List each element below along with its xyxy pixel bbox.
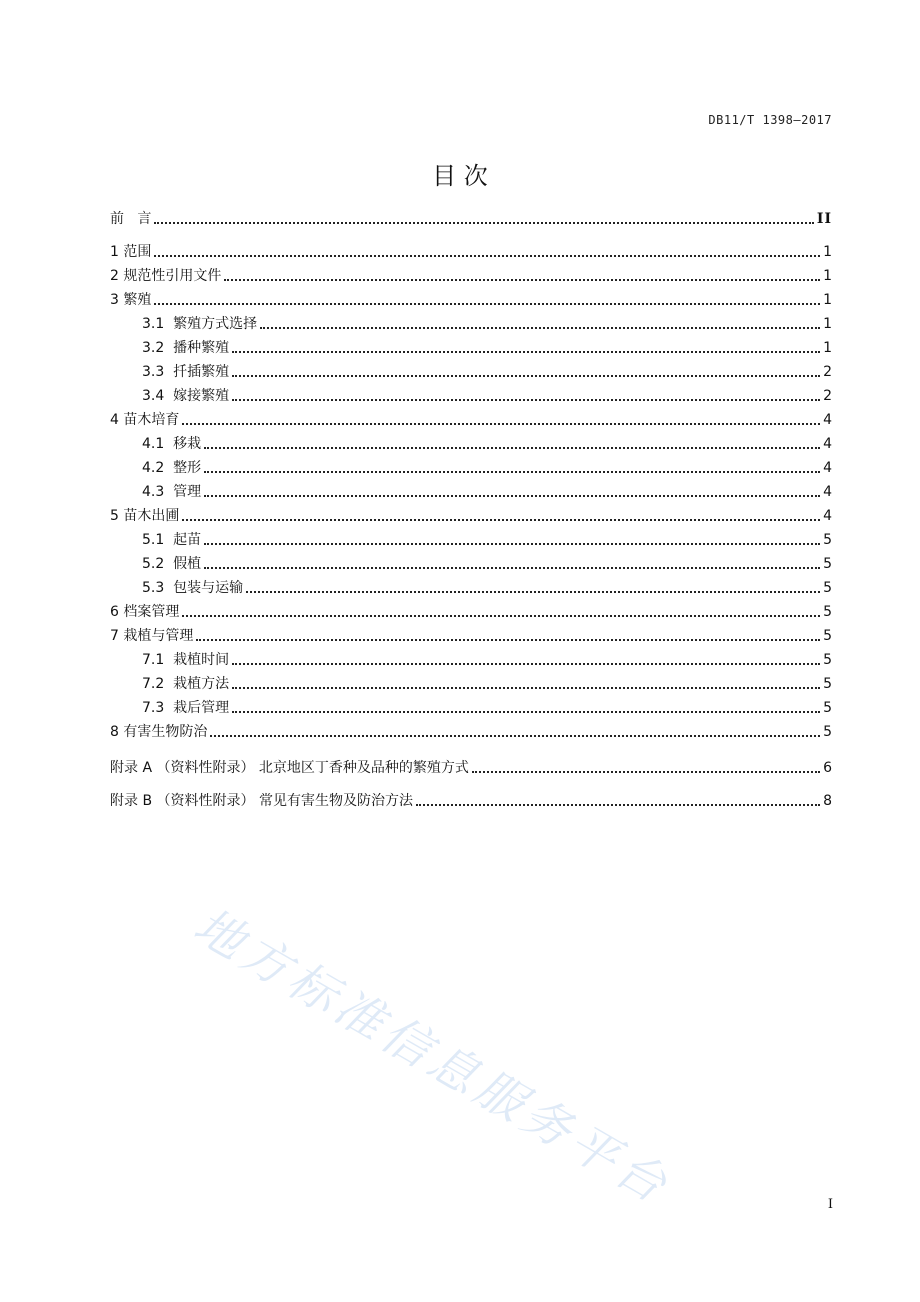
toc-entry-page-number: 4	[823, 508, 832, 524]
toc-entry-title: 4 苗木培育	[110, 412, 180, 428]
toc-dot-leader	[210, 735, 820, 737]
toc-dot-leader	[416, 804, 820, 806]
toc-entry-page-number: 5	[823, 676, 832, 692]
toc-entry-title: 5.2 假植	[142, 556, 202, 572]
toc-dot-leader	[182, 615, 820, 617]
toc-dot-leader	[232, 399, 820, 401]
toc-entry[interactable]	[142, 433, 832, 453]
toc-dot-leader	[232, 711, 820, 713]
toc-entry-page-number: 1	[823, 268, 832, 284]
toc-entry[interactable]	[142, 673, 832, 693]
toc-entry-title: 7 栽植与管理	[110, 628, 194, 644]
toc-entry-title: 3.2 播种繁殖	[142, 340, 230, 356]
toc-entry-page-number: 5	[823, 532, 832, 548]
toc-entry-title: 3.1 繁殖方式选择	[142, 316, 258, 332]
toc-entry[interactable]	[110, 721, 832, 741]
toc-entry-page-number: 4	[823, 436, 832, 452]
toc-entry-title: 6 档案管理	[110, 604, 180, 620]
toc-entry-page-number: 5	[823, 628, 832, 644]
toc-entry-page-number: 2	[823, 364, 832, 380]
toc-entry[interactable]	[142, 649, 832, 669]
watermark: 地方标准信息服务平台	[184, 897, 681, 1217]
toc-entry-title: 4.3 管理	[142, 484, 202, 500]
toc-entry[interactable]	[110, 625, 832, 645]
toc-entry-title: 前 言	[110, 211, 152, 227]
toc-dot-leader	[154, 255, 820, 257]
document-code: DB11/T 1398—2017	[708, 113, 832, 127]
toc-entry-title: 1 范围	[110, 244, 152, 260]
toc-entry-page-number: 1	[823, 316, 832, 332]
toc-entry-page-number: 1	[823, 292, 832, 308]
toc-dot-leader	[472, 771, 820, 773]
toc-entry[interactable]	[110, 265, 832, 285]
toc-entry[interactable]	[142, 313, 832, 333]
toc-entry-page-number: 5	[823, 652, 832, 668]
toc-entry-title: 7.2 栽植方法	[142, 676, 230, 692]
toc-entry-title: 附录 A （资料性附录） 北京地区丁香种及品种的繁殖方式	[110, 760, 469, 776]
toc-entry[interactable]	[110, 409, 832, 429]
toc-dot-leader	[196, 639, 820, 641]
toc-entry-page-number: 4	[823, 460, 832, 476]
toc-dot-leader	[204, 543, 820, 545]
toc-dot-leader	[232, 687, 820, 689]
toc-entry-title: 5 苗木出圃	[110, 508, 180, 524]
toc-entry[interactable]	[110, 505, 832, 525]
toc-entry[interactable]	[110, 208, 832, 228]
toc-entry-page-number: 5	[823, 604, 832, 620]
toc-entry[interactable]	[110, 289, 832, 309]
toc-dot-leader	[204, 567, 820, 569]
toc-dot-leader	[224, 279, 820, 281]
toc-entry-title: 2 规范性引用文件	[110, 268, 222, 284]
page-title: 目 次	[432, 162, 488, 190]
toc-entry[interactable]	[110, 757, 832, 777]
toc-entry-page-number: 5	[823, 700, 832, 716]
toc-entry[interactable]	[110, 241, 832, 261]
toc-dot-leader	[154, 303, 820, 305]
toc-entry[interactable]	[142, 553, 832, 573]
toc-entry-title: 4.1 移栽	[142, 436, 202, 452]
toc-entry[interactable]	[142, 361, 832, 381]
toc-dot-leader	[232, 351, 820, 353]
toc-dot-leader	[260, 327, 820, 329]
toc-entry-title: 7.3 栽后管理	[142, 700, 230, 716]
toc-entry[interactable]	[142, 337, 832, 357]
toc-dot-leader	[232, 663, 820, 665]
toc-dot-leader	[154, 222, 814, 224]
toc-entry-page-number: 8	[823, 793, 832, 809]
toc-entry-title: 5.1 起苗	[142, 532, 202, 548]
toc-entry-page-number: 5	[823, 580, 832, 596]
toc-entry-page-number: 1	[823, 340, 832, 356]
toc-dot-leader	[204, 471, 820, 473]
toc-entry[interactable]	[142, 385, 832, 405]
toc-entry-title: 3.3 扦插繁殖	[142, 364, 230, 380]
toc-entry[interactable]	[110, 601, 832, 621]
toc-entry[interactable]	[142, 697, 832, 717]
toc-entry-page-number: 6	[823, 760, 832, 776]
toc-dot-leader	[246, 591, 820, 593]
toc-entry[interactable]	[142, 457, 832, 477]
toc-entry-page-number: 5	[823, 556, 832, 572]
toc-entry-title: 5.3 包装与运输	[142, 580, 244, 596]
toc-dot-leader	[182, 423, 820, 425]
toc-entry-title: 7.1 栽植时间	[142, 652, 230, 668]
toc-entry-page-number: 4	[823, 412, 832, 428]
toc-entry-page-number: 5	[823, 724, 832, 740]
toc-entry[interactable]	[142, 529, 832, 549]
toc-entry-title: 4.2 整形	[142, 460, 202, 476]
footer-page-number: I	[827, 1197, 833, 1212]
toc-dot-leader	[204, 495, 820, 497]
toc-entry[interactable]	[110, 790, 832, 810]
toc-entry-title: 3 繁殖	[110, 292, 152, 308]
toc-entry-title: 8 有害生物防治	[110, 724, 208, 740]
toc-entry-page-number: II	[816, 211, 832, 227]
toc-dot-leader	[204, 447, 820, 449]
toc-entry[interactable]	[142, 577, 832, 597]
toc-entry-page-number: 2	[823, 388, 832, 404]
toc-entry-page-number: 4	[823, 484, 832, 500]
toc-entry-title: 附录 B （资料性附录） 常见有害生物及防治方法	[110, 793, 413, 809]
toc-entry-page-number: 1	[823, 244, 832, 260]
toc-dot-leader	[182, 519, 820, 521]
toc-entry[interactable]	[142, 481, 832, 501]
toc-entry-title: 3.4 嫁接繁殖	[142, 388, 230, 404]
toc-dot-leader	[232, 375, 820, 377]
